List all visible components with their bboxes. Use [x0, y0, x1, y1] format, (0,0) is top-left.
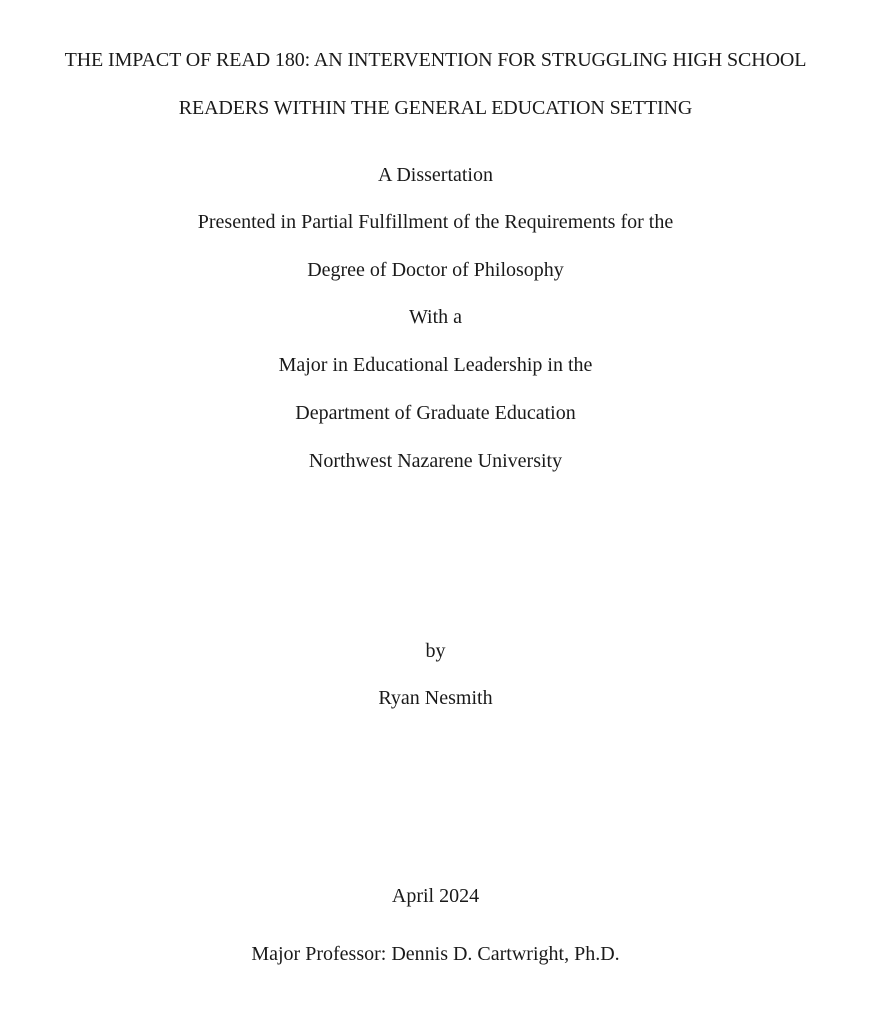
fulfillment-statement: Presented in Partial Fulfillment of the Requirements for the [197, 211, 674, 233]
with-a-text: With a [408, 306, 463, 328]
major-professor: Major Professor: Dennis D. Cartwright, Ph.D. [251, 943, 620, 965]
title-line-1: THE IMPACT OF READ 180: AN INTERVENTION FOR STRUGGLING HIGH SCHOOL [64, 49, 807, 71]
university-name: Northwest Nazarene University [308, 450, 563, 472]
title-line-2: READERS WITHIN THE GENERAL EDUCATION SETTING [178, 97, 693, 119]
degree-name: Degree of Doctor of Philosophy [307, 259, 564, 281]
by-label: by [425, 640, 446, 662]
major-statement: Major in Educational Leadership in the [278, 354, 593, 376]
document-type: A Dissertation [378, 164, 493, 186]
submission-date: April 2024 [391, 885, 480, 907]
department-name: Department of Graduate Education [295, 402, 576, 424]
author-name: Ryan Nesmith [378, 687, 493, 709]
